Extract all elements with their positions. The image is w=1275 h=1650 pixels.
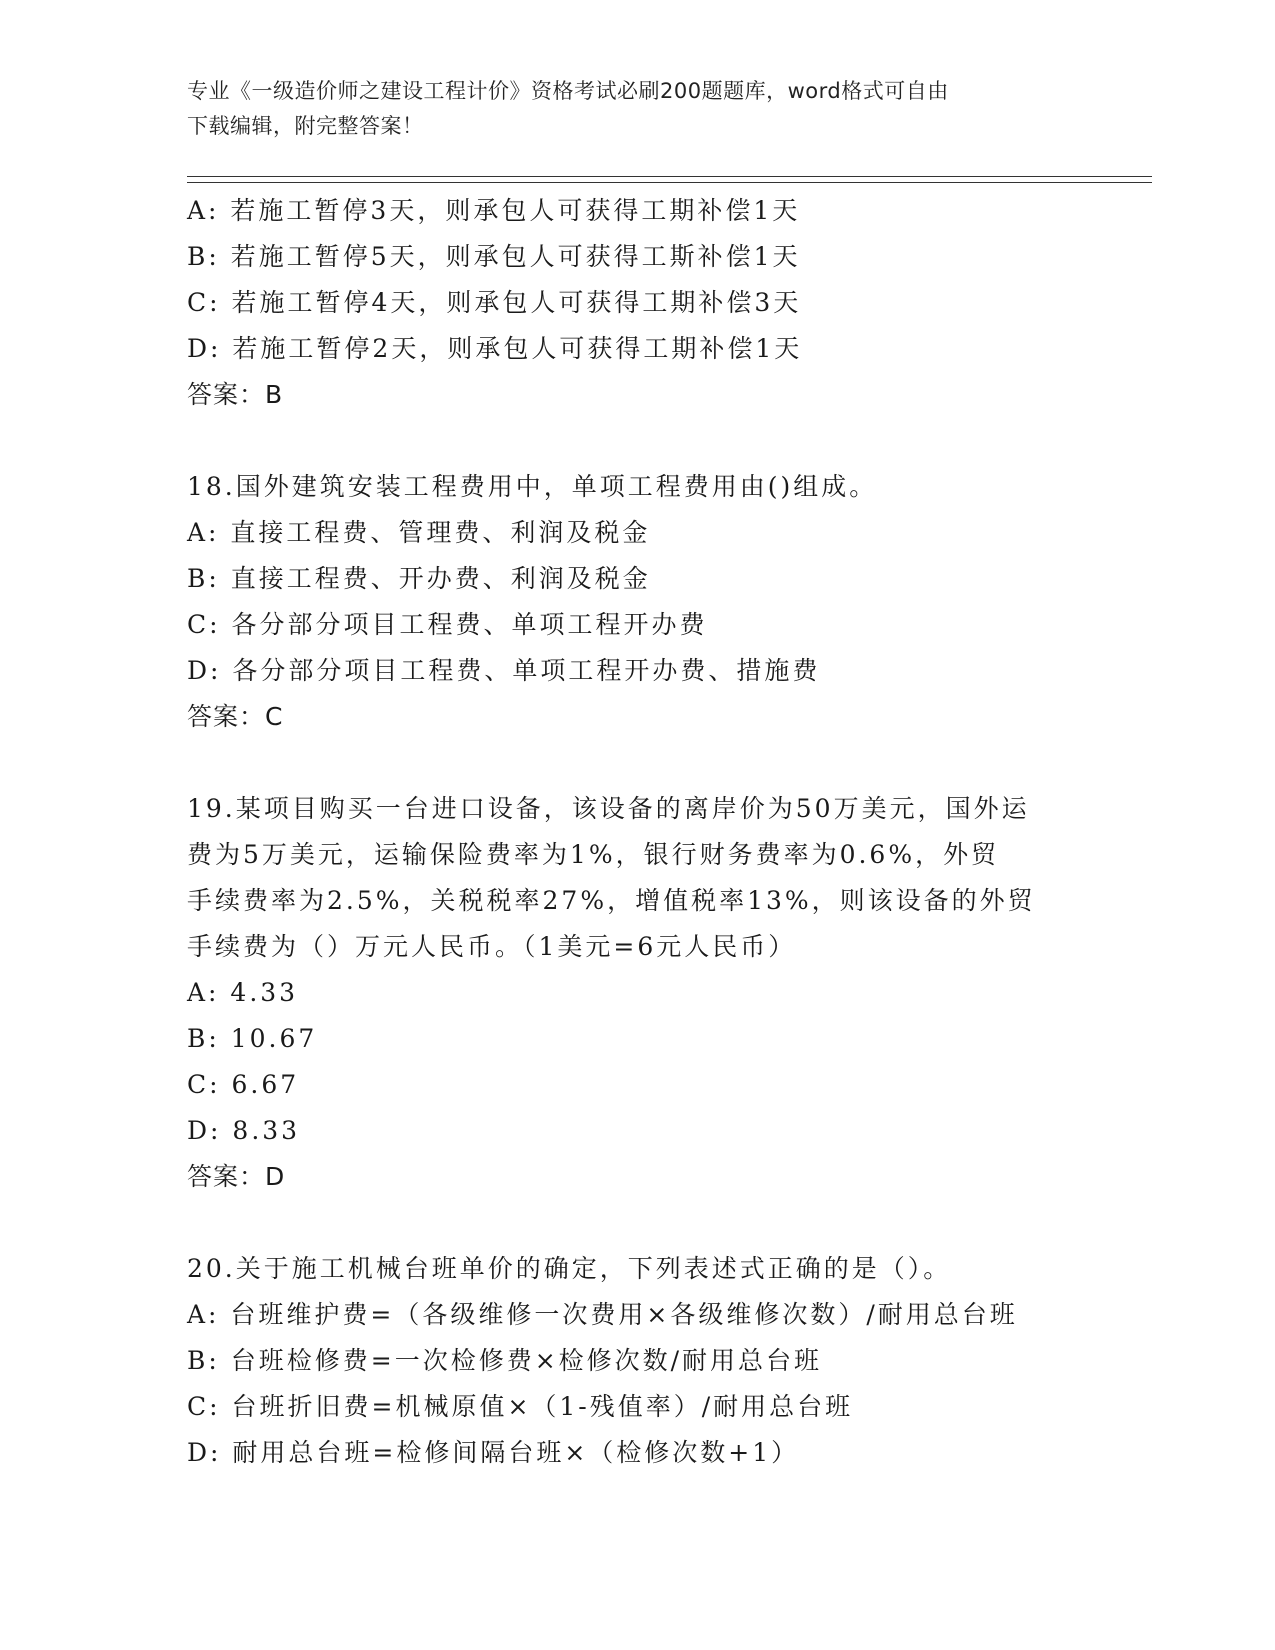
spacer [187, 740, 1087, 786]
header-rule-bottom [187, 182, 1152, 183]
option-a: A: 若施工暂停3天，则承包人可获得工期补偿1天 [187, 196, 801, 225]
answer: 答案：C [187, 702, 284, 731]
question-19 [187, 786, 1087, 1200]
question-18 [187, 464, 1087, 740]
option-b: B: 台班检修费=一次检修费×检修次数/耐用总台班 [187, 1346, 823, 1375]
option-c: C: 台班折旧费=机械原值×（1-残值率）/耐用总台班 [187, 1392, 854, 1421]
question-list [187, 188, 1087, 1476]
option-d: D: 若施工暂停2天，则承包人可获得工期补偿1天 [187, 334, 803, 363]
option-c: C: 6.67 [187, 1070, 300, 1099]
header-rule-top [187, 176, 1152, 177]
option-a: A: 台班维护费=（各级维修一次费用×各级维修次数）/耐用总台班 [187, 1300, 1018, 1329]
question-stem-line-4: 手续费为（）万元人民币。（1美元=6元人民币） [187, 932, 797, 961]
header-line-2: 下载编辑，附完整答案！ [187, 114, 424, 138]
question-20 [187, 1246, 1087, 1476]
option-d: D: 8.33 [187, 1116, 301, 1145]
option-b: B: 10.67 [187, 1024, 318, 1053]
option-b: B: 直接工程费、开办费、利润及税金 [187, 564, 651, 593]
option-a: A: 直接工程费、管理费、利润及税金 [187, 518, 651, 547]
spacer [187, 418, 1087, 464]
spacer [187, 1200, 1087, 1246]
option-c: C: 各分部分项目工程费、单项工程开办费 [187, 610, 708, 639]
option-b: B: 若施工暂停5天，则承包人可获得工斯补偿1天 [187, 242, 801, 271]
option-c: C: 若施工暂停4天，则承包人可获得工期补偿3天 [187, 288, 802, 317]
question-stem: 20.关于施工机械台班单价的确定，下列表述式正确的是（）。 [187, 1254, 952, 1283]
header-line-1: 专业《一级造价师之建设工程计价》资格考试必刷200题题库，word格式可自由 [187, 79, 949, 103]
option-a: A: 4.33 [187, 978, 299, 1007]
question-stem: 18.国外建筑安装工程费用中，单项工程费用由()组成。 [187, 472, 878, 501]
option-d: D: 耐用总台班=检修间隔台班×（检修次数+1） [187, 1438, 800, 1467]
question-17 [187, 188, 1087, 418]
document-header [187, 74, 1087, 144]
answer: 答案：B [187, 380, 284, 409]
question-stem-line-1: 19.某项目购买一台进口设备，该设备的离岸价为50万美元，国外运 [187, 794, 1030, 823]
option-d: D: 各分部分项目工程费、单项工程开办费、措施费 [187, 656, 821, 685]
question-stem-line-2: 费为5万美元，运输保险费率为1%，银行财务费率为0.6%，外贸 [187, 840, 1000, 869]
question-stem-line-3: 手续费率为2.5%，关税税率27%，增值税率13%，则该设备的外贸 [187, 886, 1036, 915]
answer: 答案：D [187, 1162, 286, 1191]
